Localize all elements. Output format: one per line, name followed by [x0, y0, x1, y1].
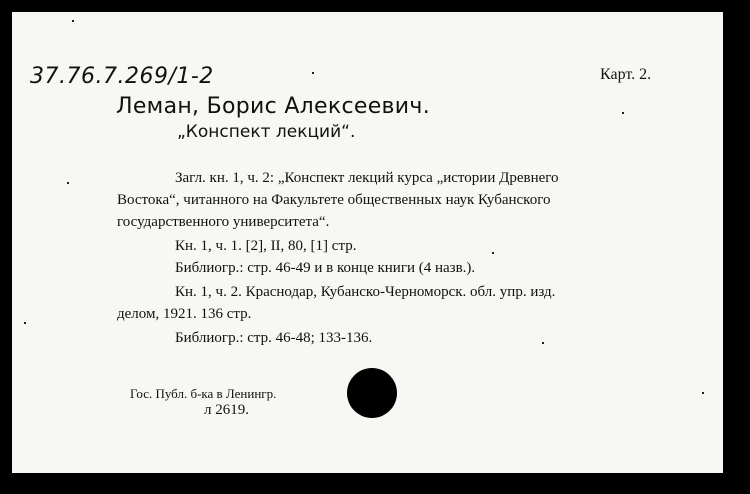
book-title: „Конспект лекций“. [177, 122, 356, 142]
library-name: Гос. Публ. б-ка в Ленингр. [130, 386, 277, 401]
title-note-line-2: Востока“, читанного на Факультете общественных наук Кубанского [117, 192, 551, 208]
library-code: л 2619. [204, 402, 249, 418]
call-number: 37.76.7.269/1-2 [30, 64, 214, 89]
volume-1-part-2-pages: делом, 1921. 136 стр. [117, 306, 252, 322]
speck [67, 182, 69, 184]
speck [622, 112, 624, 114]
bibliography-note-2: Библиогр.: стр. 46-48; 133-136. [175, 330, 373, 346]
card-number: Карт. 2. [600, 66, 652, 83]
volume-1-part-2-imprint: Кн. 1, ч. 2. Краснодар, Кубанско-Черноморск. обл. упр. изд. [175, 284, 556, 300]
catalog-card [12, 12, 723, 473]
speck [24, 322, 26, 324]
bibliography-note-1: Библиогр.: стр. 46-49 и в конце книги (4 назв.). [175, 260, 476, 276]
speck [312, 72, 314, 74]
punch-hole [347, 368, 397, 418]
title-note-line-3: государственного университета“. [117, 214, 330, 230]
author-heading: Леман, Борис Алексеевич. [116, 94, 430, 119]
speck [72, 20, 74, 22]
speck [542, 342, 544, 344]
speck [702, 392, 704, 394]
speck [492, 252, 494, 254]
title-note-line-1: Загл. кн. 1, ч. 2: „Конспект лекций курса „истории Древнего [175, 170, 559, 186]
volume-1-part-1-collation: Кн. 1, ч. 1. [2], II, 80, [1] стр. [175, 238, 357, 254]
